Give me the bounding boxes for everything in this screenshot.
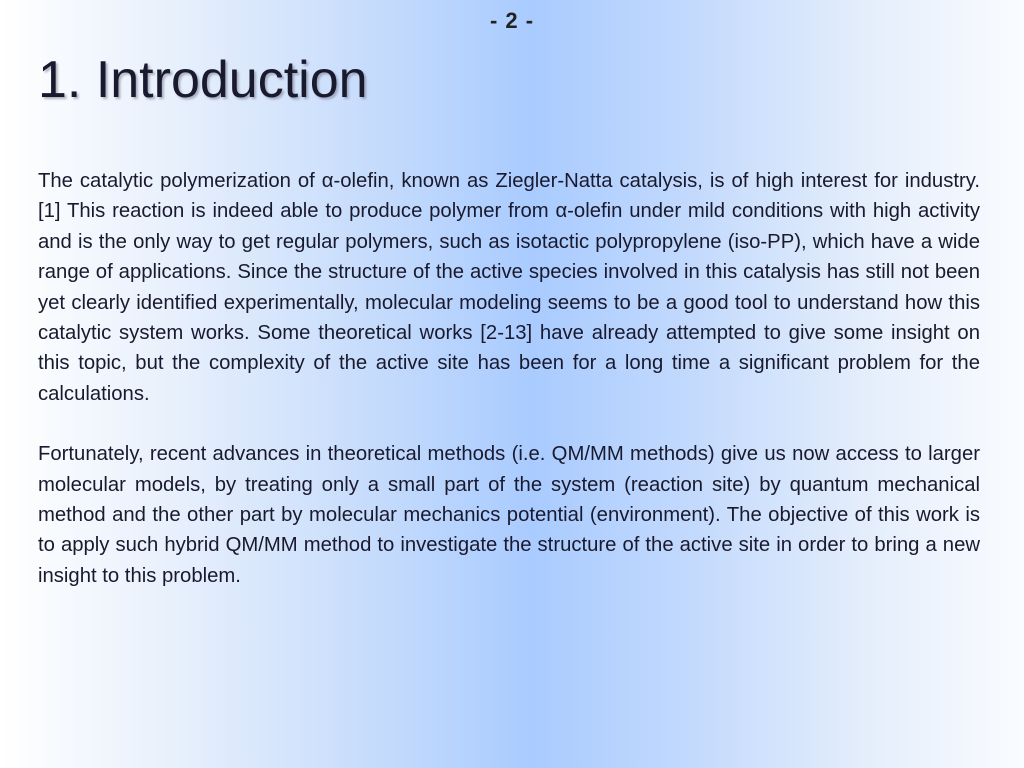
intro-paragraph-2: Fortunately, recent advances in theoretical methods (i.e. QM/MM methods) give us now access to larger molecular models, by treating only a small part of the system (reaction site) by quantum mechanical method and the other part by molecular mechanics potential (environment). The objective of this work is to apply such hybrid QM/MM method to investigate the structure of the active site in order to bring a new insight to this problem. [38, 443, 980, 587]
slide-body [38, 166, 980, 591]
slide-title: 1. Introduction [38, 51, 368, 109]
intro-paragraph-1: The catalytic polymerization of α-olefin, known as Ziegler-Natta catalysis, is of high interest for industry.[1] This reaction is indeed able to produce polymer from α-olefin under mild conditions with high activity and is the only way to get regular polymers, such as isotactic polypropylene (iso-PP), which have a wide range of applications. Since the structure of the active species involved in this catalysis has still not been yet clearly identified experimentally, molecular modeling seems to be a good tool to understand how this catalytic system works. Some theoretical works [2-13] have already attempted to give some insight on this topic, but the complexity of the active site has been for a long time a significant problem for the calculations. [38, 170, 980, 405]
page-number: - 2 - [489, 8, 535, 33]
